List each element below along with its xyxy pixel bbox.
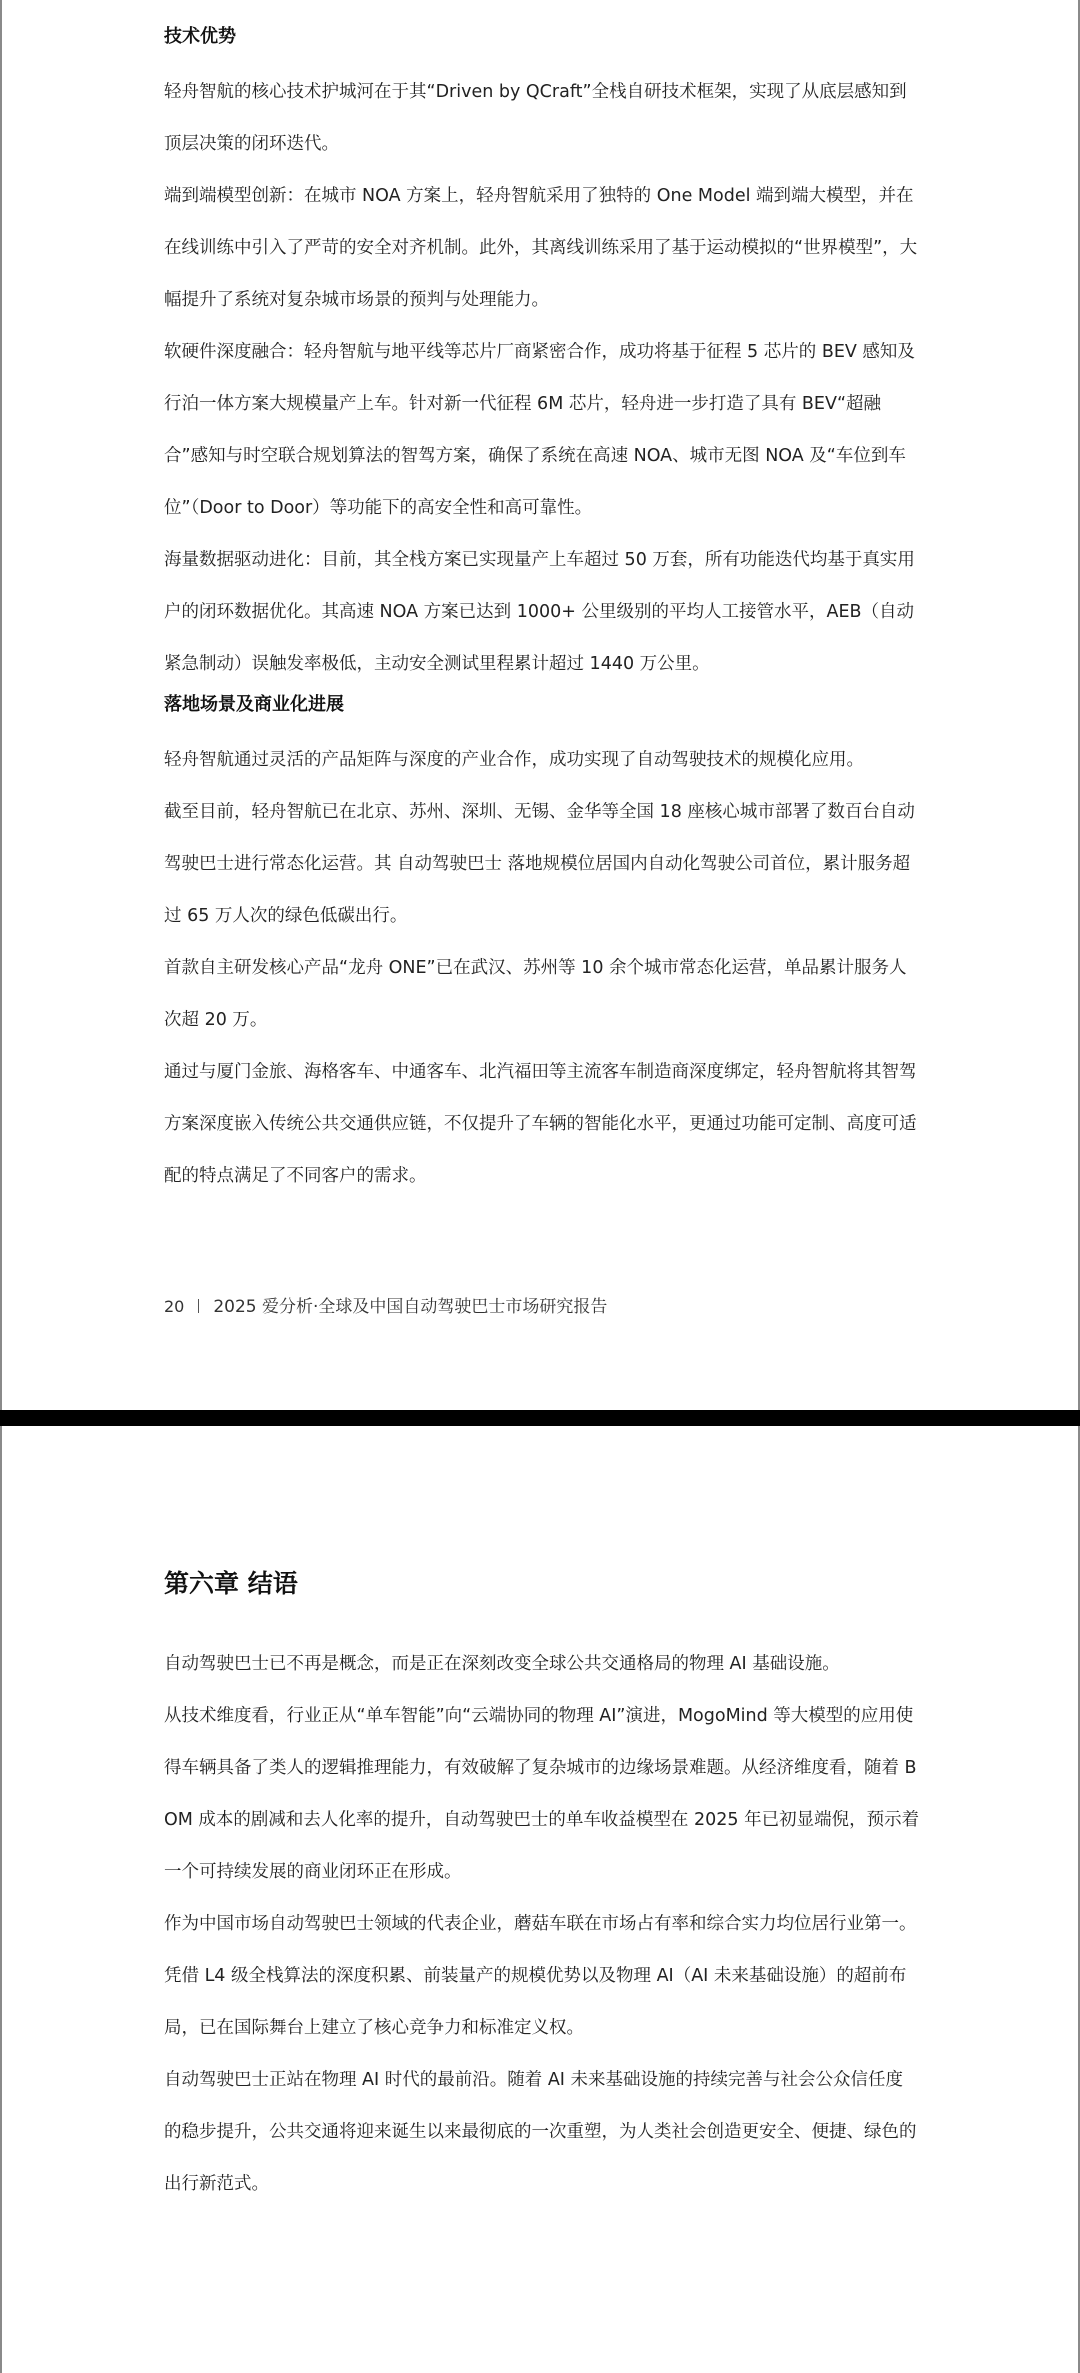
paragraph: 作为中国市场自动驾驶巴士领域的代表企业，蘑菇车联在市场占有率和综合实力均位居行业第一。凭借 L4 级全栈算法的深度积累、前装量产的规模优势以及物理 AI（AI 未来基础设施）的超前布局，已在国际舞台上建立了核心竞争力和标准定义权。 <box>164 1914 917 2038</box>
paragraph: 首款自主研发核心产品“龙舟 ONE”已在武汉、苏州等 10 余个城市常态化运营，单品累计服务人次超 20 万。 <box>164 958 907 1030</box>
paragraph: 软硬件深度融合：轻舟智航与地平线等芯片厂商紧密合作，成功将基于征程 5 芯片的 BEV 感知及行泊一体方案大规模量产上车。针对新一代征程 6M 芯片，轻舟进一步打造了具有 BEV“超融合”感知与时空联合规划算法的智驾方案，确保了系统在高速 NOA、城市无图 NOA 及“车位到车位”（Door to Door）等功能下的高安全性和高可靠性。 <box>164 342 915 518</box>
paragraph: 轻舟智航的核心技术护城河在于其“Driven by QCraft”全栈自研技术框架，实现了从底层感知到顶层决策的闭环迭代。 <box>164 82 907 154</box>
page-divider <box>0 1410 1080 1426</box>
page-footer <box>164 1292 607 1317</box>
page-body <box>164 1564 920 2210</box>
paragraph: 端到端模型创新：在城市 NOA 方案上，轻舟智航采用了独特的 One Model 端到端大模型，并在在线训练中引入了严苛的安全对齐机制。此外，其离线训练采用了基于运动模拟的“世界模型”，大幅提升了系统对复杂城市场景的预判与处理能力。 <box>164 186 918 310</box>
page-left-edge <box>0 1426 2 2373</box>
paragraph: 截至目前，轻舟智航已在北京、苏州、深圳、无锡、金华等全国 18 座核心城市部署了数百台自动驾驶巴士进行常态化运营。其 自动驾驶巴士 落地规模位居国内自动化驾驶公司首位，累计服务超过 65 万人次的绿色低碳出行。 <box>164 802 915 926</box>
paragraph: 通过与厦门金旅、海格客车、中通客车、北汽福田等主流客车制造商深度绑定，轻舟智航将其智驾方案深度嵌入传统公共交通供应链，不仅提升了车辆的智能化水平，更通过功能可定制、高度可适配的特点满足了不同客户的需求。 <box>164 1062 917 1186</box>
paragraph: 轻舟智航通过灵活的产品矩阵与深度的产业合作，成功实现了自动驾驶技术的规模化应用。 <box>164 750 864 770</box>
section-heading-tech-advantage: 技术优势 <box>164 26 236 47</box>
paragraph: 海量数据驱动进化：目前，其全栈方案已实现量产上车超过 50 万套，所有功能迭代均基于真实用户的闭环数据优化。其高速 NOA 方案已达到 1000+ 公里级别的平均人工接管水平，AEB（自动紧急制动）误触发率极低，主动安全测试里程累计超过 1440 万公里。 <box>164 550 915 674</box>
paragraph: 自动驾驶巴士已不再是概念，而是正在深刻改变全球公共交通格局的物理 AI 基础设施。 <box>164 1654 840 1674</box>
footer-report-title: 2025 爱分析·全球及中国自动驾驶巴士市场研究报告 <box>213 1297 608 1317</box>
paragraph: 自动驾驶巴士正站在物理 AI 时代的最前沿。随着 AI 未来基础设施的持续完善与社会公众信任度的稳步提升，公共交通将迎来诞生以来最彻底的一次重塑，为人类社会创造更安全、便捷、绿色的出行新范式。 <box>164 2070 917 2194</box>
report-page-conclusion <box>0 1426 1080 2373</box>
page-left-edge <box>0 0 2 1410</box>
page-number: 20 <box>164 1297 185 1316</box>
section-heading-commercialization: 落地场景及商业化进展 <box>164 694 344 715</box>
paragraph: 从技术维度看，行业正从“单车智能”向“云端协同的物理 AI”演进，MogoMind 等大模型的应用使得车辆具备了类人的逻辑推理能力，有效破解了复杂城市的边缘场景难题。从经济维度看，随着 BOM 成本的剧减和去人化率的提升，自动驾驶巴士的单车收益模型在 2025 年已初显端倪，预示着一个可持续发展的商业闭环正在形成。 <box>164 1706 920 1882</box>
chapter-title: 第六章 结语 <box>164 1569 298 1598</box>
page-body <box>164 22 920 1202</box>
footer-separator <box>198 1299 199 1313</box>
